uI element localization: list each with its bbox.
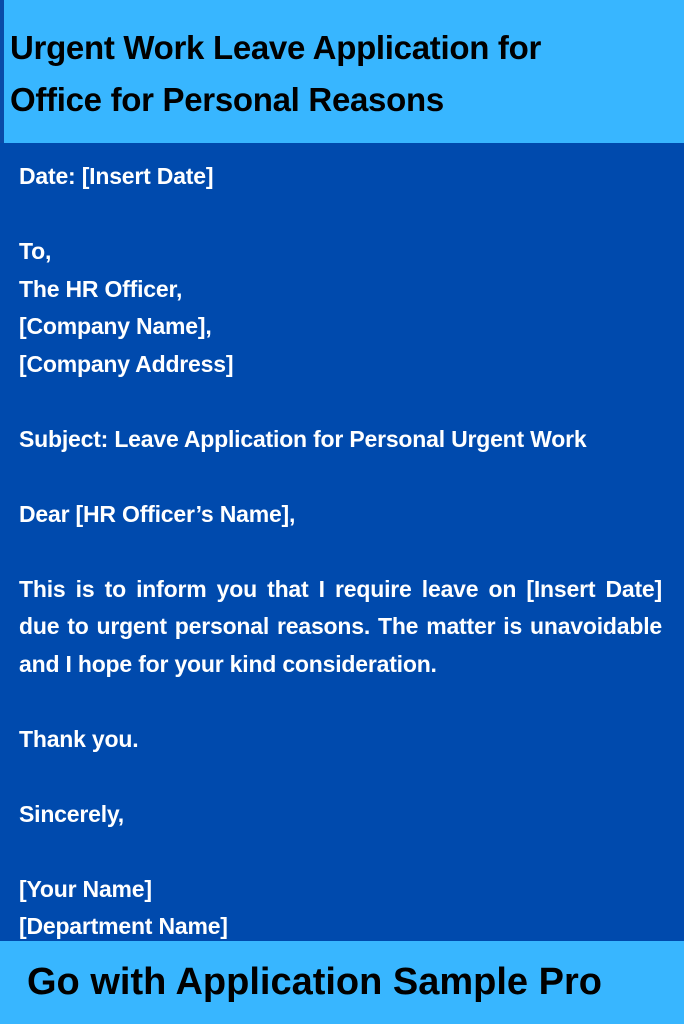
page-title: [10, 22, 670, 126]
letter-company-address: [Company Address]: [19, 350, 234, 377]
letter-body-paragraph: This is to inform you that I require leave on [Insert Date] due to urgent personal reasons. The matter is unavoidable and I hope for your kind consideration.: [19, 575, 662, 677]
letter-department: [Department Name]: [19, 913, 228, 939]
footer-banner: [0, 941, 684, 1024]
letter-body: [19, 158, 662, 946]
footer-text: Go with Application Sample Pro: [27, 961, 602, 1003]
spacer: [19, 833, 662, 871]
letter-date: Date: [Insert Date]: [19, 163, 214, 189]
letter-panel: [0, 143, 684, 941]
spacer: [19, 383, 662, 421]
title-line-1: Urgent Work Leave Application for: [10, 29, 542, 66]
letter-subject: Subject: Leave Application for Personal Urgent Work: [19, 425, 587, 452]
spacer: [19, 533, 662, 571]
title-line-2: Office for Personal Reasons: [10, 81, 444, 118]
letter-your-name: [Your Name]: [19, 875, 152, 902]
spacer: [19, 196, 662, 234]
spacer: [19, 758, 662, 796]
letter-salutation: Dear [HR Officer’s Name],: [19, 500, 296, 527]
spacer: [19, 458, 662, 496]
letter-company-name: [Company Name],: [19, 313, 212, 339]
spacer: [19, 683, 662, 721]
letter-thanks: Thank you.: [19, 725, 139, 752]
letter-to: To,: [19, 238, 52, 264]
letter-recipient: The HR Officer,: [19, 275, 183, 302]
letter-closing: Sincerely,: [19, 800, 124, 827]
title-banner: [0, 0, 684, 143]
